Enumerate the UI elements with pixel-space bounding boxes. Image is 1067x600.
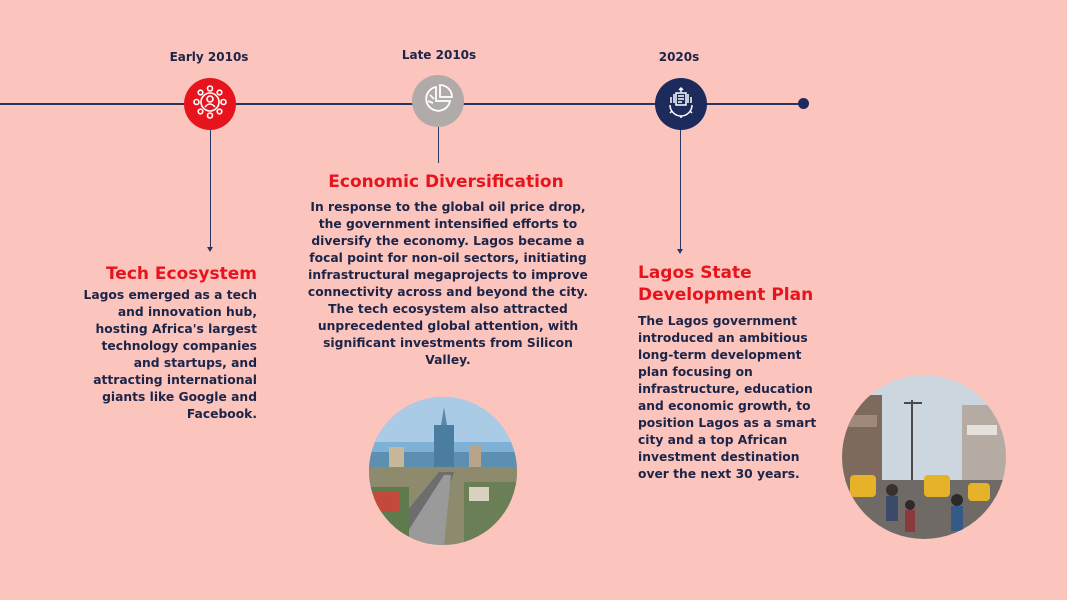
connector-tech xyxy=(210,130,212,248)
development-plan-description: The Lagos government introduced an ambitious long-term development plan focusing on infrastructure, education and economic growth, to position Lagos as a smart city and a top African investment destination over the next 30 years. xyxy=(638,314,817,481)
period-label-2020s: 2020s xyxy=(658,50,700,64)
economic-diversification-description: In response to the global oil price drop, the government intensified efforts to diversify the economy. Lagos became a focal point for non-oil sectors, initiating infrastructural megaprojects to improve connectivity across and beyond the city. The tech ecosystem also attracted unprecedented global attention, with significant investments from Silicon Valley. xyxy=(307,200,589,367)
timeline-node-plan[interactable] xyxy=(655,78,707,130)
development-plan-icon xyxy=(664,85,698,123)
period-label-late-2010s: Late 2010s xyxy=(401,48,477,62)
network-people-icon xyxy=(193,85,227,123)
lagos-street-photo xyxy=(842,375,1006,539)
pie-chart-icon xyxy=(421,82,455,120)
connector-plan-arrow xyxy=(677,249,683,254)
connector-plan xyxy=(680,130,682,250)
development-plan-title: Lagos State Development Plan xyxy=(638,263,814,305)
period-label-early-2010s: Early 2010s xyxy=(169,50,249,64)
economic-diversification-title: Economic Diversification xyxy=(328,172,564,192)
connector-tech-arrow xyxy=(207,247,213,252)
timeline-node-economy[interactable] xyxy=(412,75,464,127)
timeline-end-dot xyxy=(798,98,809,109)
connector-economy xyxy=(438,127,440,163)
tech-ecosystem-description: Lagos emerged as a tech and innovation hub, hosting Africa's largest technology companies and startups, and attracting international giants like Google and Facebook. xyxy=(83,288,257,421)
tech-ecosystem-title: Tech Ecosystem xyxy=(105,264,257,284)
lagos-skyline-photo xyxy=(369,397,517,545)
timeline-node-tech[interactable] xyxy=(184,78,236,130)
